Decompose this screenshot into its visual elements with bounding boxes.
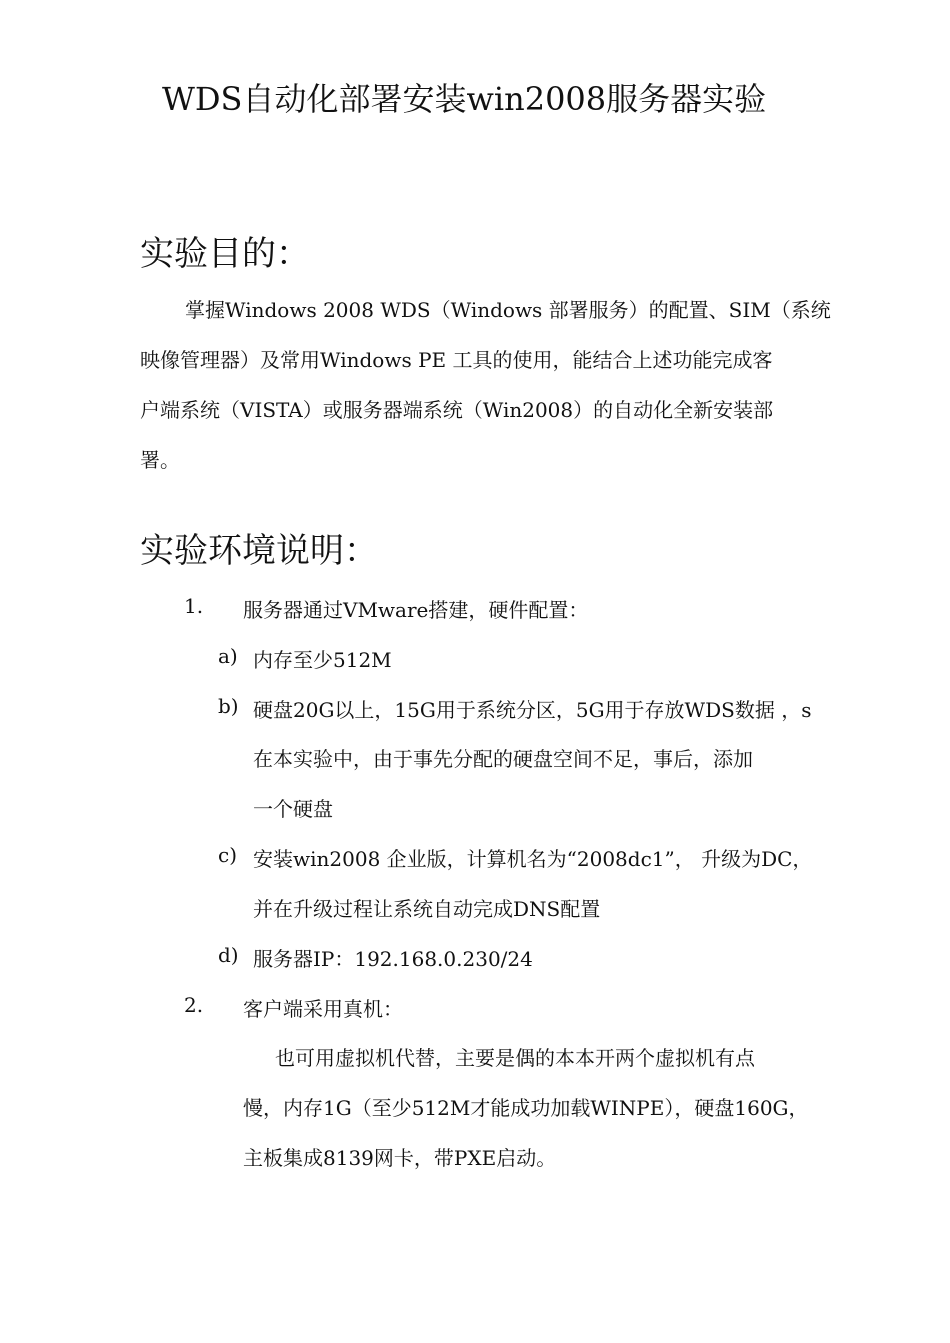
sublist-line: 硬盘20G以上，15G用于系统分区，5G用于存放WDS数据 ，s — [253, 698, 812, 722]
document-title: WDS自动化部署安装win2008服务器实验 — [162, 80, 767, 118]
sublist-line: 服务器IP：192.168.0.230/24 — [253, 947, 533, 971]
section-heading-purpose: 实验目的： — [140, 234, 310, 274]
purpose-line: 掌握Windows 2008 WDS（Windows 部署服务）的配置、SIM（系统 — [185, 298, 831, 322]
purpose-line: 署。 — [140, 448, 180, 472]
section-heading-environment: 实验环境说明： — [140, 531, 378, 571]
sublist-line: 内存至少512M — [253, 648, 392, 672]
list-item-text: 客户端采用真机： — [243, 997, 403, 1021]
item2-line: 主板集成8139网卡，带PXE启动。 — [243, 1146, 557, 1170]
purpose-line: 户端系统（VISTA）或服务器端系统（Win2008）的自动化全新安装部 — [140, 398, 774, 422]
sublist-label-a: a) — [218, 644, 238, 668]
sublist-line: 一个硬盘 — [253, 797, 333, 821]
sublist-label-b: b) — [218, 694, 239, 718]
sublist-label-d: d) — [218, 943, 239, 967]
list-number: 1. — [184, 594, 204, 618]
sublist-line: 并在升级过程让系统自动完成DNS配置 — [253, 897, 601, 921]
sublist-label-c: c) — [218, 843, 238, 867]
sublist-line: 安装win2008 企业版，计算机名为“2008dc1”， 升级为DC， — [253, 847, 813, 871]
sublist-line: 在本实验中，由于事先分配的硬盘空间不足，事后，添加 — [253, 747, 753, 771]
list-item-text: 服务器通过VMware搭建，硬件配置： — [243, 598, 589, 622]
item2-line: 慢，内存1G（至少512M才能成功加载WINPE），硬盘160G， — [243, 1096, 809, 1120]
item2-line: 也可用虚拟机代替，主要是偶的本本开两个虚拟机有点 — [275, 1046, 755, 1070]
purpose-line: 映像管理器）及常用Windows PE 工具的使用，能结合上述功能完成客 — [140, 348, 773, 372]
list-number: 2. — [184, 993, 204, 1017]
